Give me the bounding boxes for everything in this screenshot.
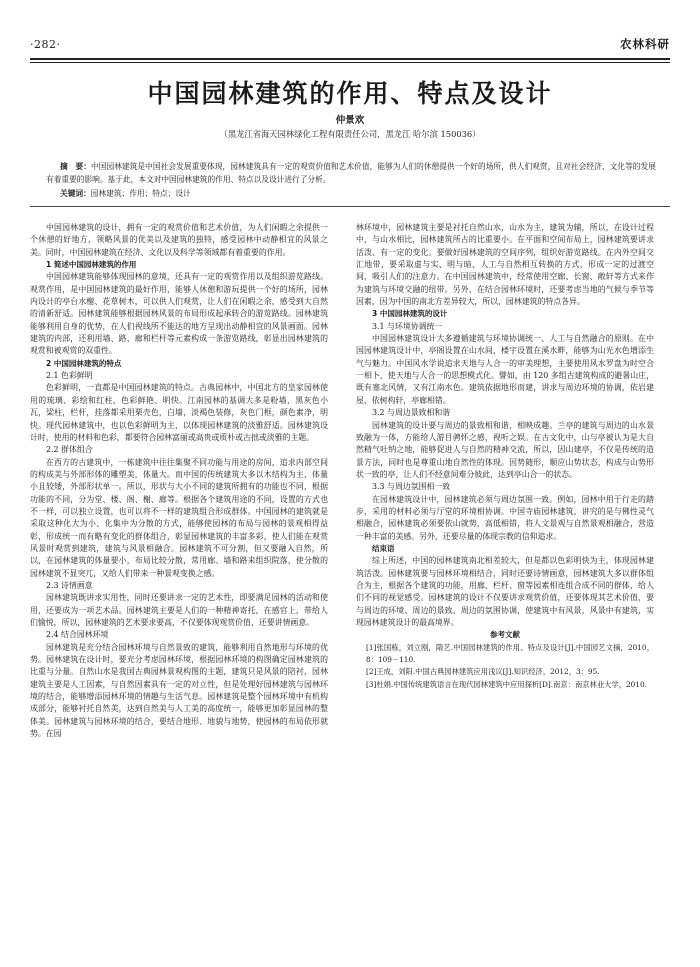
left-body-paragraph: 在西方的古建筑中，一栋建筑中往往集聚不同功能与用途的房间，追求内部空间的构成美与外部形体的雕塑美，体量大。而中国的传统建筑大多以木结构为主，体量小且较矮，外部形状单一。所以，形状与大小不同的建筑所拥有的功能也不同，根据功能的不同，分为堂、楼、阁、榭、廊等。根据各个建筑用途的不同，设置的方式也不一样，可以独立设置，也可以将不一样的建筑组合形成群体。中国园林的建筑就是采取这种化大为小、化集中为分散的方式，能够使园林的布局与园林的景观相得益彰，形成统一而有略有变化的群体组合，彰显园林建筑的丰富多彩，使人们能在观赏风景时观赏到建筑，建筑与风景相融合。园林建筑不可分割，但又要融入自然，所以，在园林建筑的体量要小，布局比较分散，常用廊、墙和路来组织院落，使分散的园林建筑不显突兀，又给人们带来一种景观变换之感。 (30, 457, 328, 578)
reference-item: [3]杜娟.中国传统建筑语言在现代园林建筑中应用探析[D].南京：南京林业大学，2010. (366, 679, 647, 689)
left-body-paragraph: 园林建筑既讲求实用性，同时还要讲求一定的艺术性，即要满足园林的活动和使用，还要成为一项艺术品。园林建筑主要是人们的一种精神寄托，在感官上，带给人们愉悦，所以，园林建筑的艺术要求要高，不仅要体现观赏价值，还要讲情画意。 (30, 593, 328, 627)
reference-item: [2]王成，刘阳.中国古典园林建筑应用浅议[J].知识经济，2012，3：95. (366, 667, 600, 677)
right-body-paragraph: 园林建筑的设计要与周边的景致相和谐，相映成趣。兰亭的建筑与周边的山水景致融为一体，方能给人游目骋怀之感，视听之娱。在古文化中，山与亭被认为是大自然精气吐纳之地，能够促进人与自然的精神交流，所以，因山建亭，不仅是传统的造景方法，同时也是尊重山地自然性的体现。因势随形，顺应山势状态，构成与山势形状一致的亭，让人们不经意间难分彼此，达到亭山合一的状态。 (356, 420, 654, 479)
page-number: ·282· (30, 38, 61, 51)
author-name: 仲景欢 (335, 115, 365, 126)
subsection-heading: 3.2 与周边景致相和谐 (372, 408, 451, 418)
left-body-paragraph: 色彩鲜明，一直都是中国园林建筑的特点。古典园林中，中国北方的皇家园林使用的琉璃、彩绘和红柱，色彩鲜艳、明快。江南园林的基调大多是粉墙，黑灰色小瓦，梁柱，栏杆，挂落都采用栗壳色，白墙，淡褐色装修，灰色门框，颜色素净，明快。现代园林建筑中，也以色彩鲜明为主，以体现园林建筑的淡雅舒适。园林建筑设计时，使用的材料和色彩，都要符合园林富丽或高贵或质朴或古拙或淡雅的主题。 (30, 383, 328, 442)
article-title: 中国园林建筑的作用、特点及设计 (147, 79, 553, 108)
author-affiliation: （黑龙江省海天园林绿化工程有限责任公司，黑龙江 哈尔滨 150036） (219, 129, 481, 139)
right-body-paragraph: 在园林建筑设计中，园林建筑必须与周边氛围一致。例如，园林中用于行走的踏步，采用的材料必须与厅堂的环境相协调。中国寺庙园林建筑，讲究的是与佛性灵气相融合，园林建筑必须要依山就势，高低相错，将人文景观与自然景观相融合，营造一种丰富的美感。另外，还要尽量的体现宗教的信仰追求。 (356, 494, 654, 541)
subsection-heading: 3.1 与环境协调统一 (372, 321, 443, 331)
section-heading: 结束语 (372, 543, 395, 553)
body-column-left (30, 222, 328, 740)
subsection-heading: 2.3 诗情画意 (46, 580, 93, 590)
left-body-paragraph: 园林建筑是充分结合园林环境与自然景致的建筑，能够利用自然地形与环境的优势。园林建筑在设计时，要充分考虑园林环境，根据园林环境的构图确定园林建筑的比重与分量。自然山水是我国古典园林景观构图的主题，建筑只是风景的陪衬，园林建筑主要是人工因素，与自然因素具有一定的对立性，但是处理好园林建筑与园林环境的结合，能够增添园林环境的情趣与生活气息。园林建筑是整个园林环境中有机构成部分，能够衬托自然美，达到自然美与人工美的高度统一，能够更加彰显园林的整体美。园林建筑与园林环境的结合，要结合地形、地貌与地势，使园林的布局依形就势。在园 (30, 642, 328, 739)
reference-item: [1]张国栋，刘立刚，隋艺.中国园林建筑的作用、特点及设计[J].中国园艺文摘，2010，8：109－110. (366, 642, 654, 665)
references-heading: 参考文献 (490, 630, 520, 640)
abstract (46, 160, 656, 186)
left-body-paragraph: 中国园林建筑能够体现园林的意境，还具有一定的观赏作用以及组织游览路线。观赏作用，是中国园林建筑的最好作用，能够人休憩和游玩提供一个好的场所，园林内设计的亭台水榭、花草树木，可以供人们观赏，让人们在闲暇之余，感受到大自然的清新舒适。园林建筑能够根据园林风景的布局形成起承转合的游览路线。园林建筑能够利用自身的优势，在人们视线所不能达的地方呈现出动静相宜的风景画面。园林建筑的内部，还利用墙、路、廊和栏杆等元素构成一条游览路线，彰显出园林建筑的观赏和被观赏的双重性。 (30, 272, 328, 356)
subsection-heading: 2.1 色彩鲜明 (46, 371, 93, 381)
left-body-paragraph: 中国园林建筑的设计，拥有一定的观赏价值和艺术价值，为人们闲暇之余提供一个休憩的好地方，领略风景的优美以及建筑的独特，感受园林中动静相宜的风景之美。同时，中国园林建筑在经济、文化以及科学等领域都有着重要的作用。 (30, 223, 328, 257)
keywords (60, 188, 191, 199)
right-body-paragraph: 综上所述，中国的园林建筑南北相差较大，但是都以色彩明快为主，体现园林建筑活泼。园林建筑要与园林环境相结合，同时还要诗情画意，园林建筑大多以群体组合为主，根据各个建筑的功能，用廊、栏杆、窗等园素相连组合成不同的群体，给人们不同的视觉感受。园林建筑的设计不仅要讲求观赏价值，还要体现其艺术价值，要与周边的环境、周边的景致、周边的氛围协调，使建筑中有风景，风景中有建筑，实现园林建筑设计的最高境界。 (356, 556, 654, 627)
header-rule-thin (30, 62, 670, 63)
section-heading: 1 简述中国园林建筑的作用 (46, 260, 137, 270)
section-heading: 3 中国园林建筑的设计 (372, 309, 448, 319)
abstract-label: 摘 要： (60, 162, 91, 171)
abstract-text: 中国园林建筑是中国社会发展重要体现，园林建筑具有一定的观赏价值和艺术价值，能够为人们的休憩提供一个好的场所，供人们观赏，且对社会经济、文化等的发展有着重要的影响。基于此，本文对中国园林建筑的作用、特点以及设计进行了分析。 (46, 162, 656, 184)
right-body-paragraph: 林环境中，园林建筑主要是衬托自然山水，山水为主，建筑为辅，所以，在设计过程中，与山水相比，园林建筑所占的比重要小。在平面和空间布局上，园林建筑要讲求活泼、有一定的变化。要做好园林建筑的空间序列，组织好游览路线。在内外空间交汇地带，要采取虚与实、明与暗、人工与自然相互转换的方式，形成一定的过渡空间，吸引人们的注意力。在中国园林建筑中，经常使用空廊、长窗、敞轩等方式来作为建筑与环境交融的纽带。另外，在结合园林环境时，还要考虑当地的气候与季节等因素，因为中国的南北方差异较大，所以，园林建筑的特点各异。 (356, 223, 654, 307)
subsection-heading: 2.4 结合园林环境 (46, 630, 109, 640)
body-column-right (356, 222, 654, 691)
section-heading: 2 中国园林建筑的特点 (46, 358, 122, 368)
abstract-separator (30, 206, 670, 207)
keywords-text: 园林建筑；作用；特点；设计 (90, 189, 191, 198)
subsection-heading: 2.2 群体组合 (46, 445, 93, 455)
page-header (30, 34, 670, 54)
keywords-label: 关键词： (60, 189, 91, 198)
journal-section-name: 农林科研 (620, 37, 670, 51)
right-body-paragraph: 中国园林建筑设计大多遵循建筑与环境协调统一、人工与自然融合的原则。在中国园林建筑设计中，亭阁设置在山水间，楼宇设置在溪水畔，能够为山光水色增添生气与魅力。中国风水学说追求天地与人合一的审美理想，主要使用风水罗盘为时空合一相卜，使天地与人合一的思想模式化。譬如，由 120 多组古建筑构成的避暑山庄，既有塞北风情，又有江南水色。建筑依据地形而建，讲求与周边环境的协调，依岩建屋，依树构轩，亭廊相错。 (356, 334, 654, 405)
subsection-heading: 3.3 与周边氛围相一致 (372, 482, 451, 492)
header-rule-thick (30, 58, 670, 60)
